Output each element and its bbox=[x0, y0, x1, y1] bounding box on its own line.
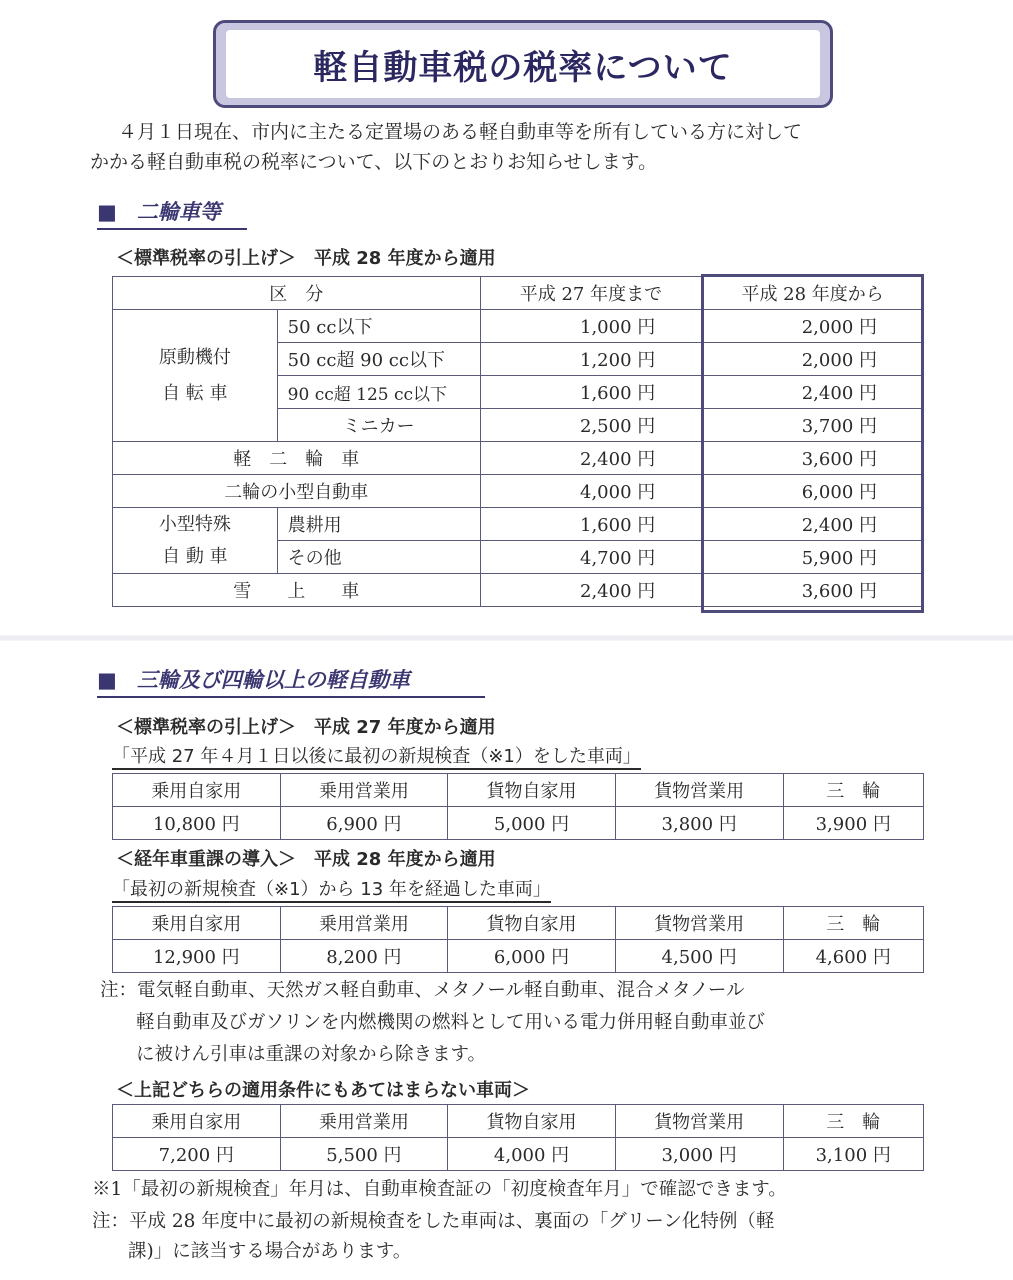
value-before: 1,600 円 bbox=[480, 508, 702, 541]
value-before: 2,400 円 bbox=[480, 574, 702, 607]
moped-group-label: 原動機付 自 転 車 bbox=[113, 310, 278, 442]
cell-value: 6,000 円 bbox=[448, 940, 616, 973]
col-header: 貨物自家用 bbox=[448, 774, 616, 807]
value-after: 2,000 円 bbox=[702, 310, 924, 343]
cell-value: 3,800 円 bbox=[615, 807, 783, 840]
table-header-row bbox=[113, 277, 924, 310]
square-bullet-icon: ■ bbox=[97, 668, 117, 692]
value-before: 4,700 円 bbox=[480, 541, 702, 574]
square-bullet-icon: ■ bbox=[97, 200, 117, 224]
exemption-note-line-3: に被けん引車は重課の対象から除きます。 bbox=[136, 1044, 487, 1065]
section-heading-light-vehicles: ■ 三輪及び四輪以上の軽自動車 bbox=[97, 664, 485, 698]
value-before: 4,000 円 bbox=[480, 475, 702, 508]
rate-table-block1 bbox=[112, 773, 924, 840]
cell-value: 6,900 円 bbox=[280, 807, 448, 840]
value-after: 3,600 円 bbox=[702, 574, 924, 607]
value-after: 6,000 円 bbox=[702, 475, 924, 508]
cell-value: 4,500 円 bbox=[615, 940, 783, 973]
col-header: 三 輪 bbox=[783, 1105, 924, 1138]
table-header-row bbox=[113, 1105, 924, 1138]
value-before: 1,600 円 bbox=[480, 376, 702, 409]
col-header: 貨物営業用 bbox=[615, 774, 783, 807]
row-label: 雪 上 車 bbox=[113, 574, 481, 607]
row-label: 農耕用 bbox=[277, 508, 480, 541]
rate-table-block2 bbox=[112, 906, 924, 973]
cell-value: 5,500 円 bbox=[280, 1138, 448, 1171]
cell-value: 7,200 円 bbox=[113, 1138, 281, 1171]
col-header: 乗用営業用 bbox=[280, 774, 448, 807]
value-after: 5,900 円 bbox=[702, 541, 924, 574]
section1-subheading: ＜標準税率の引上げ＞ 平成 28 年度から適用 bbox=[116, 248, 496, 269]
cell-value: 3,900 円 bbox=[783, 807, 924, 840]
col-header: 乗用自家用 bbox=[113, 774, 281, 807]
row-label: 50 cc以下 bbox=[277, 310, 480, 343]
table-header-row bbox=[113, 774, 924, 807]
footnote-2-line-1: 注：平成 28 年度中に最初の新規検査をした車両は、裏面の「グリーン化特例（軽 bbox=[92, 1211, 775, 1232]
value-before: 1,200 円 bbox=[480, 343, 702, 376]
col-header: 貨物営業用 bbox=[615, 1105, 783, 1138]
col-header: 三 輪 bbox=[783, 907, 924, 940]
cell-value: 4,600 円 bbox=[783, 940, 924, 973]
table-row bbox=[113, 807, 924, 840]
value-before: 2,500 円 bbox=[480, 409, 702, 442]
special-group-label: 小型特殊 自 動 車 bbox=[113, 508, 278, 574]
block1-subheading: ＜標準税率の引上げ＞ 平成 27 年度から適用 bbox=[116, 717, 496, 738]
row-label: ミニカー bbox=[277, 409, 480, 442]
section-heading-motorcycles: ■ 二輪車等 bbox=[97, 196, 247, 230]
col-header: 貨物自家用 bbox=[448, 1105, 616, 1138]
col-header: 三 輪 bbox=[783, 774, 924, 807]
value-after: 2,400 円 bbox=[702, 508, 924, 541]
page-title: 軽自動車税の税率について bbox=[226, 30, 820, 98]
header-category: 区 分 bbox=[113, 277, 481, 310]
value-after: 2,400 円 bbox=[702, 376, 924, 409]
row-label: 二輪の小型自動車 bbox=[113, 475, 481, 508]
table-row bbox=[113, 940, 924, 973]
row-label: 90 cc超 125 cc以下 bbox=[277, 376, 480, 409]
exemption-note-line-2: 軽自動車及びガソリンを内燃機関の燃料として用いる電力併用軽自動車並び bbox=[136, 1012, 766, 1033]
intro-line-2: かかる軽自動車税の税率について、以下のとおりお知らせします。 bbox=[90, 151, 658, 173]
block2-subheading: ＜経年車重課の導入＞ 平成 28 年度から適用 bbox=[116, 849, 496, 870]
col-header: 乗用営業用 bbox=[280, 907, 448, 940]
value-after: 3,700 円 bbox=[702, 409, 924, 442]
col-header: 乗用営業用 bbox=[280, 1105, 448, 1138]
cell-value: 8,200 円 bbox=[280, 940, 448, 973]
header-after: 平成 28 年度から bbox=[702, 277, 924, 310]
cell-value: 3,100 円 bbox=[783, 1138, 924, 1171]
header-before: 平成 27 年度まで bbox=[480, 277, 702, 310]
table-row bbox=[113, 310, 924, 343]
cell-value: 3,000 円 bbox=[615, 1138, 783, 1171]
row-label: 軽 二 輪 車 bbox=[113, 442, 481, 475]
title-frame bbox=[213, 20, 833, 108]
col-header: 貨物営業用 bbox=[615, 907, 783, 940]
cell-value: 5,000 円 bbox=[448, 807, 616, 840]
rate-table-block3 bbox=[112, 1104, 924, 1171]
row-label: 50 cc超 90 cc以下 bbox=[277, 343, 480, 376]
block3-subheading: ＜上記どちらの適用条件にもあてはまらない車両＞ bbox=[116, 1080, 530, 1101]
intro-line-1: ４月１日現在、市内に主たる定置場のある軽自動車等を所有している方に対して bbox=[118, 121, 803, 143]
row-label: その他 bbox=[277, 541, 480, 574]
table-row bbox=[113, 1138, 924, 1171]
block1-condition: 「平成 27 年４月１日以後に最初の新規検査（※1）をした車両」 bbox=[112, 742, 641, 770]
footnote-1: ※1「最初の新規検査」年月は、自動車検査証の「初度検査年月」で確認できます。 bbox=[92, 1179, 787, 1200]
motorcycle-tax-table bbox=[112, 276, 924, 607]
cell-value: 12,900 円 bbox=[113, 940, 281, 973]
table-row bbox=[113, 508, 924, 541]
value-after: 2,000 円 bbox=[702, 343, 924, 376]
exemption-note-line-1: 注：電気軽自動車、天然ガス軽自動車、メタノール軽自動車、混合メタノール bbox=[100, 980, 745, 1001]
col-header: 乗用自家用 bbox=[113, 907, 281, 940]
table-header-row bbox=[113, 907, 924, 940]
col-header: 乗用自家用 bbox=[113, 1105, 281, 1138]
table-row bbox=[113, 475, 924, 508]
cell-value: 4,000 円 bbox=[448, 1138, 616, 1171]
footnote-2-line-2: 課)」に該当する場合があります。 bbox=[128, 1241, 412, 1262]
table-row bbox=[113, 442, 924, 475]
value-before: 2,400 円 bbox=[480, 442, 702, 475]
value-before: 1,000 円 bbox=[480, 310, 702, 343]
block2-condition: 「最初の新規検査（※1）から 13 年を経過した車両」 bbox=[112, 875, 551, 903]
value-after: 3,600 円 bbox=[702, 442, 924, 475]
table-row bbox=[113, 574, 924, 607]
paper-fold bbox=[0, 635, 1013, 641]
cell-value: 10,800 円 bbox=[113, 807, 281, 840]
col-header: 貨物自家用 bbox=[448, 907, 616, 940]
